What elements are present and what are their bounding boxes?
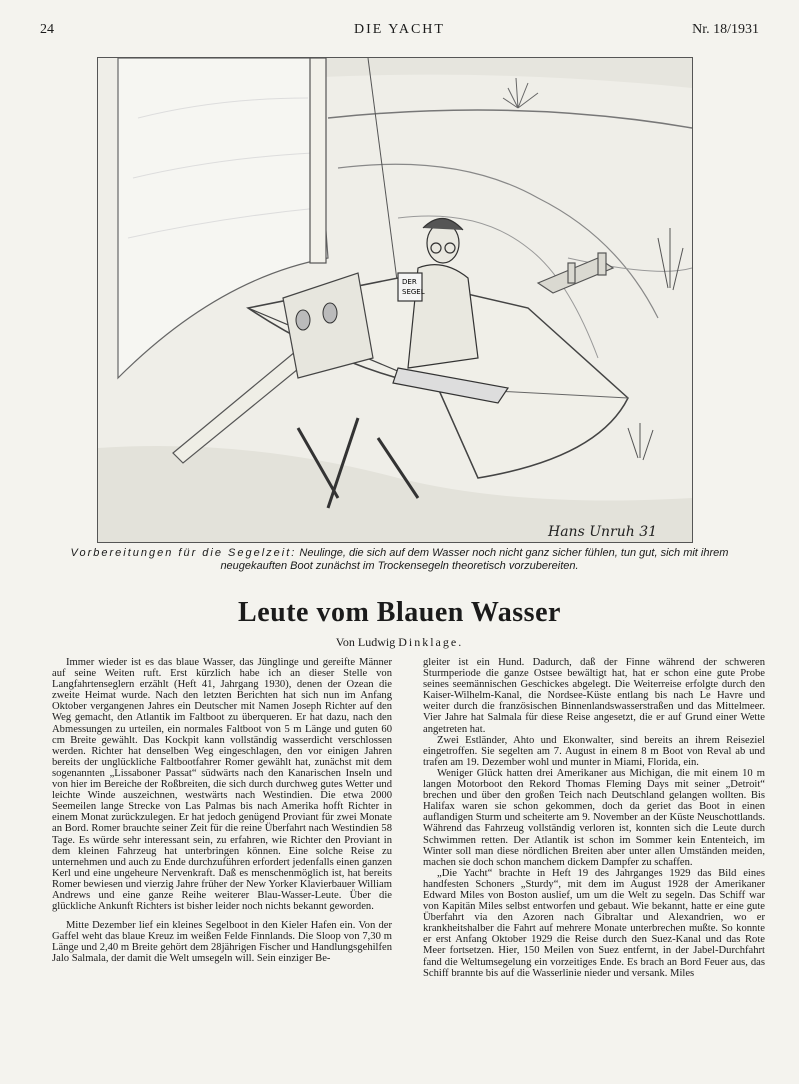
book-label-1: DER [402, 278, 417, 286]
page-header [40, 22, 759, 42]
paragraph: gleiter ist ein Hund. Dadurch, daß der Finne während der schweren Sturmperiode die ganze Ostsee bewältigt hat, hat er schon eine gute Probe seines seemännischen Geschickes abgelegt. Die Weiterreise erfolgte durch den Kaiser-Wilhelm-Kanal, die Nordsee-Küste entlang bis nach Le Havre und weiter durch die französischen Binnenlandswasserstraßen und das Mittelmeer. Vier Jahre hat Salmala für diese Reise angesetzt, die er auf Grund einer Wette angetreten hat. [423, 657, 765, 735]
paragraph: Zwei Estländer, Ahto und Ekonwalter, sind bereits an ihrem Reiseziel eingetroffen. Sie segelten am 7. August in einem 8 m Boot von Reval ab und trafen am 19. Dezember wohl und munter in Miami, Florida, ein. [423, 734, 765, 768]
illustration [97, 57, 693, 543]
mast [310, 58, 326, 263]
caption-lead: Vorbereitungen für die Segelzeit: [70, 547, 297, 559]
sailboat-drawing [98, 58, 692, 542]
article-column-left [52, 657, 392, 965]
article-column-right [423, 657, 765, 979]
bush [503, 78, 538, 108]
artist-signature: Hans Unruh 31 [548, 524, 658, 540]
paragraph: Immer wieder ist es das blaue Wasser, das Jünglinge und gereifte Männer auf seine Weiten ruft. Erst kürzlich habe ich an dieser Stelle von Langfahrtenseglern erzählt (Heft 41, Jahrgang 1930), denen der Ozean die zweite Heimat wurde. Nach den letzten Berichten hat sich nun im Anfang Oktober vergangenen Jahres ein Deutscher mit Namen Joseph Richter auf den Weg gemacht, den Atlantik im Faltboot zu überqueren. Er hat dazu, nach den Abmessungen zu urteilen, ein normales Faltboot von 5 m Länge und guten 60 cm Breite gewählt. Das Kockpit kann vollständig wasserdicht verschlossen werden. Richter hat denselben Weg eingeschlagen, den vor einigen Jahren bereits der unglückliche Faltbootfahrer Romer gewählt hat, zunächst mit dem sogenannten „Lissaboner Passat“ südwärts nach den Kanarischen Inseln und von hier im Bereiche der Roßbreiten, die sich durch durchweg gutes Wetter und leichte Winde auszeichnen, westwärts nach Westindien. Die etwa 2000 Seemeilen lange Strecke von Las Palmas bis nach Amerika hofft Richter in einem Monat zurückzulegen. Er hat jedoch genügend Proviant für zwei Monate an Bord. Romer brauchte seiner Zeit für die reine Überfahrt nach Westindien 58 Tage. Es würde sehr interessant sein, zu erfahren, wie Richter den Proviant in dem kleinen Fahrzeug hat unterbringen können. Eine solche Reise zu unternehmen und auch zu Ende durchzuführen erfordert jedenfalls einen ganzen Kerl und eine ungeheure Nervenkraft. Daß es menschenmöglich ist, hat bereits Romer bewiesen und vierzig Jahre früher der New Yorker Klavierbauer William Andrews und eine ganze Reihe weiterer Blau-Wasser-Leute. Über die glückliche Ankunft Richters ist bisher leider noch nichts bekannt geworden. [52, 657, 392, 913]
page-number: 24 [40, 22, 54, 37]
article-title: Leute vom Blauen Wasser [238, 597, 561, 628]
magazine-title: DIE YACHT [354, 22, 445, 37]
book-label-2: SEGEL [402, 288, 425, 296]
article-byline [0, 635, 799, 650]
reeds [628, 228, 683, 460]
byline-prefix: Von Ludwig [335, 635, 399, 649]
paragraph: Weniger Glück hatten drei Amerikaner aus Michigan, die mit einem 10 m langen Motorboot den Rekord Thomas Fleming Days mit seiner „Detroit“ brechen und über den großen Teich nach Deutschland gelangen wollten. Bis Halifax waren sie schon gekommen, doch da geriet das Boot in einen auflandigen Sturm und scheiterte am 9. November an der Küste Neuschottlands. Während das Fahrzeug vollständig verloren ist, konnten sich die Leute durch Schwimmen retten. Der Atlantik ist schon im Sommer kein Ententeich, im Winter soll man diese nördlichen Breiten aber unter allen Umständen meiden, machen sie doch schon manchem dickem Dampfer zu schaffen. [423, 767, 765, 868]
issue-number: Nr. 18/1931 [692, 22, 759, 37]
caption-text: Neulinge, die sich auf dem Wasser noch nicht ganz sicher fühlen, tun gut, sich mit ihrem neugekauften Boot zunächst im Trockensegeln theoretisch vorzubereiten. [220, 547, 729, 572]
figure-caption [40, 547, 759, 573]
paragraph: Mitte Dezember lief ein kleines Segelboot in den Kieler Hafen ein. Von der Gaffel weht das blaue Kreuz im weißen Felde Finnlands. Die Sloop von 7,30 m Länge und 2,40 m Breite gehört dem 28jährigen Fischer und Handlungsgehilfen Jalo Salmala, der damit die Welt umsegeln will. Sein einziger Be- [52, 920, 392, 965]
paragraph: „Die Yacht“ brachte in Heft 19 des Jahrganges 1929 das Bild eines handfesten Schoners „Sturdy“, mit dem im August 1928 der Amerikaner Edward Miles von Boston auslief, um um die Welt zu segeln. Das Schiff war von Kapitän Miles selbst entworfen und gebaut. Wie bekannt, hatte er eine gute Überfahrt via den Azoren nach Gibraltar und Alexandrien, wo er krankheitshalber die Fahrt auf mehrere Monate unterbrechen mußte. So konnte er erst Anfang Oktober 1929 die Reise durch den Suez-Kanal und das Rote Meer fortsetzen. Hier, 150 Meilen von Suez entfernt, in der Jabel-Durchfahrt fand die Weltumsegelung ein vorzeitiges Ende. Es brach an Bord Feuer aus, das Schiff brannte bis auf die Wasserlinie nieder und versank. Miles [423, 867, 765, 979]
byline-author: Dinklage. [398, 635, 464, 649]
jetty [538, 253, 613, 293]
